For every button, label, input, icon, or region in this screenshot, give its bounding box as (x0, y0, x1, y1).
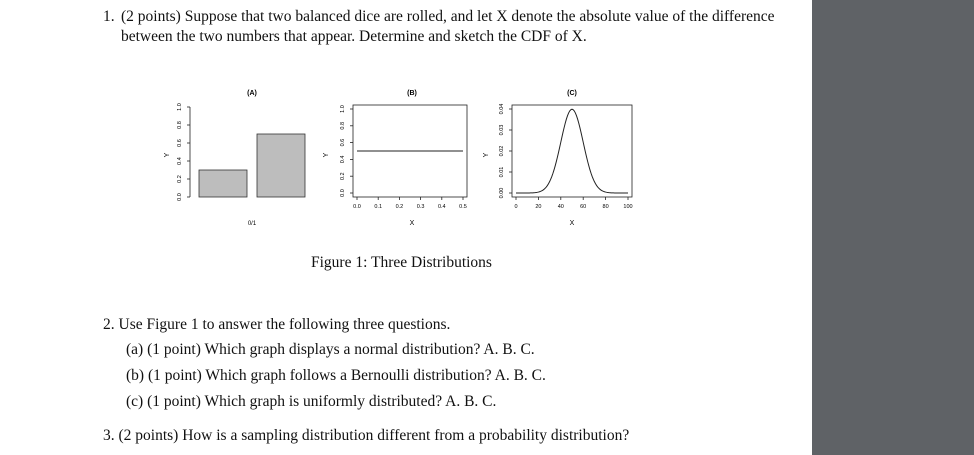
panel-c-frame (512, 105, 632, 197)
question-2-number: 2. (103, 316, 115, 333)
bar-0 (199, 170, 247, 197)
panel-c-xticks (514, 197, 632, 210)
panel-b-ytick-label: 0.8 (340, 121, 346, 130)
panel-a-ytick-label: 0.8 (177, 121, 183, 129)
panel-c-yticks (499, 104, 512, 199)
panel-b-xtick-label: 0.4 (437, 204, 446, 210)
panel-b-xtick-label: 0.5 (459, 204, 467, 210)
panel-c (483, 90, 633, 227)
question-2-text: Use Figure 1 to answer the following three questions. (118, 316, 451, 333)
panel-c-ytick-label: 0.04 (499, 103, 505, 115)
panel-a-ytick-label: 0.2 (177, 175, 183, 183)
panel-b-xticks (353, 197, 467, 210)
panel-a-ylabel: Y (164, 152, 171, 158)
panel-a-ytick-label: 0.0 (177, 193, 183, 201)
panel-b-xtick-label: 0.0 (353, 204, 361, 210)
figure-three-distributions (160, 85, 640, 235)
panel-c-ylabel: Y (483, 152, 490, 158)
panel-c-xtick-label: 20 (535, 204, 542, 210)
bar-1 (257, 134, 305, 197)
panel-c-ytick-label: 0.03 (499, 124, 505, 136)
panel-b-xlabel: X (409, 220, 415, 227)
panel-c-xtick-label: 40 (557, 204, 564, 210)
question-2c: (c) (1 point) Which graph is uniformly distributed? A. B. C. (126, 393, 497, 410)
panel-a-ytick-label: 0.4 (177, 157, 183, 165)
panel-b-ytick-label: 0.6 (340, 138, 346, 147)
panel-b-xtick-label: 0.1 (374, 204, 383, 210)
panel-c-ytick-label: 0.00 (499, 187, 505, 199)
panel-a-xtick: 0/1 (247, 221, 257, 227)
panel-a-ytick-label: 1.0 (177, 103, 183, 111)
question-1-number: 1. (103, 8, 115, 25)
panel-c-xtick-label: 60 (580, 204, 587, 210)
panel-a (164, 90, 305, 227)
panel-c-ytick-label: 0.02 (499, 145, 505, 157)
panel-b-ytick-label: 0.0 (340, 189, 346, 197)
panel-b-ytick-label: 0.2 (340, 172, 346, 181)
question-3 (103, 427, 629, 445)
panel-b-xtick-label: 0.3 (416, 204, 425, 210)
question-3-text: (2 points) How is a sampling distribution different from a probability distribution? (118, 427, 630, 444)
question-1 (103, 7, 793, 47)
question-2a: (a) (1 point) Which graph displays a normal distribution? A. B. C. (126, 341, 535, 358)
panel-b (323, 90, 467, 227)
panel-b-ylabel: Y (323, 152, 330, 158)
right-sidebar (812, 0, 974, 455)
panel-c-xtick-label: 0 (514, 204, 518, 210)
panel-b-yticks (340, 105, 353, 197)
panel-c-xtick-label: 80 (602, 204, 609, 210)
panel-b-title: (B) (407, 90, 417, 97)
panel-c-ytick-label: 0.01 (499, 166, 505, 178)
panel-c-xtick-label: 100 (623, 204, 633, 210)
panel-b-xtick-label: 0.2 (395, 204, 404, 210)
question-2 (103, 315, 450, 335)
panel-a-yticks (177, 103, 190, 201)
question-1-text: (2 points) Suppose that two balanced dice are rolled, and let X denote the absolute value of the difference between the two numbers that appear. Determine and sketch the CDF of X. (121, 8, 775, 45)
question-3-number: 3. (103, 427, 115, 444)
normal-curve (516, 109, 628, 193)
panel-a-title: (A) (247, 90, 257, 97)
panel-c-title: (C) (567, 90, 577, 97)
figure-caption: Figure 1: Three Distributions (311, 254, 492, 271)
panel-a-ytick-label: 0.6 (177, 139, 183, 147)
panel-b-ytick-label: 0.4 (340, 155, 346, 164)
panel-c-xlabel: X (569, 220, 575, 227)
question-2b: (b) (1 point) Which graph follows a Bernoulli distribution? A. B. C. (126, 367, 546, 384)
panel-b-ytick-label: 1.0 (340, 105, 346, 113)
